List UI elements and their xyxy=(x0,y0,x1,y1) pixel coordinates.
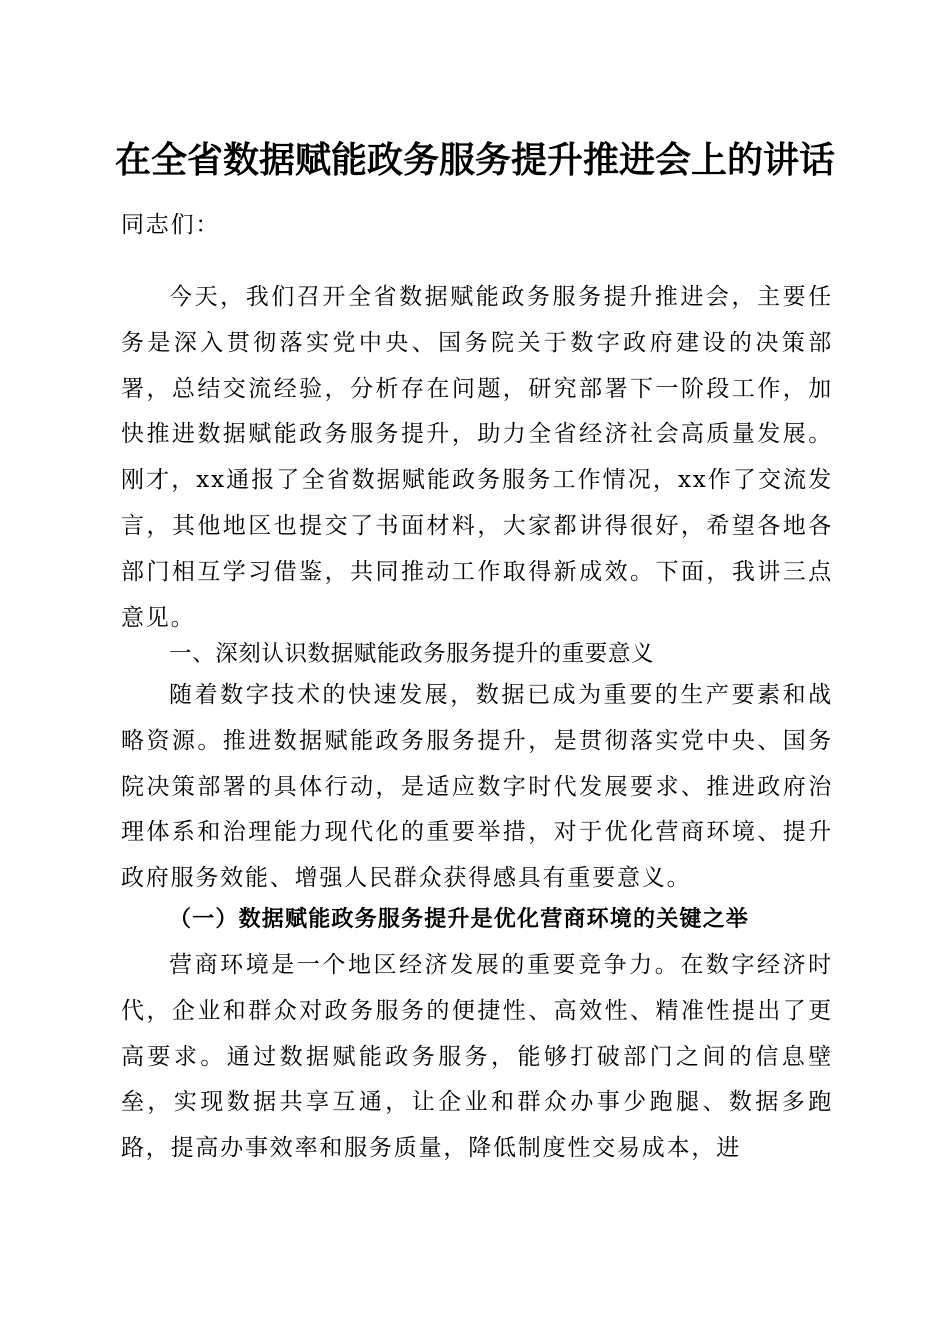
salutation: 同志们： xyxy=(121,212,221,238)
paragraph-intro: 今天，我们召开全省数据赋能政务服务提升推进会，主要任务是深入贯彻落实党中央、国务院关于数字政府建设的决策部署，总结交流经验，分析存在问题，研究部署下一阶段工作，加快推进数据赋能政务服务提升，助力全省经济社会高质量发展。刚才，xx通报了全省数据赋能政务服务工作情况，xx作了交流发言，其他地区也提交了书面材料，大家都讲得很好，希望各地各部门相互学习借鉴，共同推动工作取得新成效。下面，我讲三点意见。 xyxy=(121,284,833,631)
subsection-heading-1: （一）数据赋能政务服务提升是优化营商环境的关键之举 xyxy=(169,906,750,932)
document-title: 在全省数据赋能政务服务提升推进会上的讲话 xyxy=(114,139,835,181)
paragraph-subsection-1: 营商环境是一个地区经济发展的重要竞争力。在数字经济时代，企业和群众对政务服务的便捷性、高效性、精准性提出了更高要求。通过数据赋能政务服务，能够打破部门之间的信息壁垒，实现数据共享互通，让企业和群众办事少跑腿、数据多跑路，提高办事效率和服务质量，降低制度性交易成本，进 xyxy=(121,952,833,1162)
paragraph-section-1: 随着数字技术的快速发展，数据已成为重要的生产要素和战略资源。推进数据赋能政务服务提升，是贯彻落实党中央、国务院决策部署的具体行动，是适应数字时代发展要求、推进政府治理体系和治理能力现代化的重要举措，对于优化营商环境、提升政府服务效能、增强人民群众获得感具有重要意义。 xyxy=(121,682,833,892)
section-heading-1: 一、深刻认识数据赋能政务服务提升的重要意义 xyxy=(169,641,655,667)
